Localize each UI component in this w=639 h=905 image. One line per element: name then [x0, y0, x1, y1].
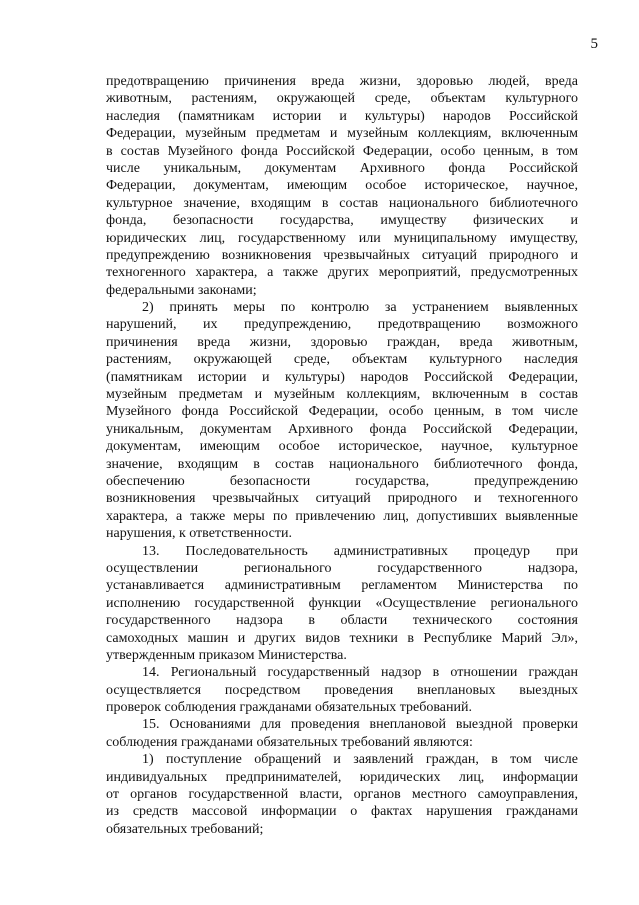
text-line: утвержденным приказом Министерства. — [106, 647, 347, 663]
text-line: уникальным, документам Архивного фонда Российской Федерации, — [106, 421, 578, 437]
text-line: предотвращению причинения вреда жизни, здоровью людей, вреда — [106, 74, 578, 89]
text-line: 1) поступление обращений и заявлений граждан, в том числе — [142, 752, 578, 768]
text-line: числе уникальным, документам Архивного фонда Российской — [106, 160, 578, 176]
text-line: индивидуальных предпринимателей, юридических лиц, информации — [106, 769, 578, 785]
text-line: значение, входящим в состав национального библиотечного фонда, — [106, 456, 578, 472]
text-line: фонда, безопасности государства, имуществу физических и — [106, 213, 578, 229]
text-line: Федерации, музейным предметам и музейным коллекциям, включенным — [106, 126, 578, 142]
text-line: музейным предметам и музейным коллекциям, включенным в состав — [106, 387, 578, 403]
text-line: федеральными законами; — [106, 282, 257, 298]
text-line: нарушения, к ответственности. — [106, 526, 292, 542]
text-line: растениям, окружающей среде, объектам культурного наследия — [106, 352, 578, 368]
text-line: юридических лиц, государственному или муниципальному имуществу, — [106, 230, 578, 246]
text-line: в состав Музейного фонда Российской Федерации, особо ценным, в том — [106, 143, 578, 159]
page-number: 5 — [590, 36, 598, 52]
text-line: нарушений, их предупреждению, предотвращению возможного — [106, 317, 578, 333]
text-line: культурное значение, входящим в состав национального библиотечного — [106, 195, 578, 211]
text-line: осуществляется посредством проведения внеплановых выездных — [106, 682, 578, 698]
text-line: наследия (памятникам истории и культуры) народов Российской — [106, 108, 578, 124]
text-line: устанавливается административным регламентом Министерства по — [106, 578, 578, 594]
text-line: Федерации, документам, имеющим особое историческое, научное, — [106, 178, 578, 194]
text-line: характера, а также меры по привлечению лиц, допустивших выявленные — [106, 508, 578, 524]
text-line: проверок соблюдения гражданами обязательных требований. — [106, 700, 472, 716]
text-line: осуществлении регионального государственного надзора, — [106, 560, 578, 576]
text-line: (памятникам истории и культуры) народов Российской Федерации, — [106, 369, 578, 385]
text-line: 14. Региональный государственный надзор в отношении граждан — [142, 665, 578, 681]
text-line: из средств массовой информации о фактах нарушения гражданами — [106, 804, 578, 820]
text-line: техногенного характера, а также других мероприятий, предусмотренных — [106, 265, 578, 281]
text-line: обязательных требований; — [106, 821, 264, 837]
text-line: предупреждению возникновения чрезвычайных ситуаций природного и — [106, 247, 578, 263]
text-line: самоходных машин и других видов техники в Республике Марий Эл», — [106, 630, 578, 646]
text-line: причинения вреда жизни, здоровью граждан, вреда животным, — [106, 334, 578, 350]
text-line: государственного надзора в области технического состояния — [106, 613, 578, 629]
body-text — [106, 73, 578, 838]
text-line: исполнению государственной функции «Осуществление регионального — [106, 595, 578, 611]
text-line: обеспечению безопасности государства, предупреждению — [106, 473, 578, 489]
text-line: возникновения чрезвычайных ситуаций природного и техногенного — [106, 491, 578, 507]
text-line: Музейного фонда Российской Федерации, особо ценным, в том числе — [106, 404, 578, 420]
text-line: соблюдения гражданами обязательных требований являются: — [106, 734, 473, 750]
text-line: 2) принять меры по контролю за устранением выявленных — [142, 300, 578, 316]
text-line: документам, имеющим особое историческое, научное, культурное — [106, 439, 578, 455]
text-line: 15. Основаниями для проведения внеплановой выездной проверки — [142, 717, 578, 733]
text-line: животным, растениям, окружающей среде, объектам культурного — [106, 91, 578, 107]
text-line: 13. Последовательность административных процедур при — [142, 543, 578, 559]
text-line: от органов государственной власти, органов местного самоуправления, — [106, 787, 578, 803]
